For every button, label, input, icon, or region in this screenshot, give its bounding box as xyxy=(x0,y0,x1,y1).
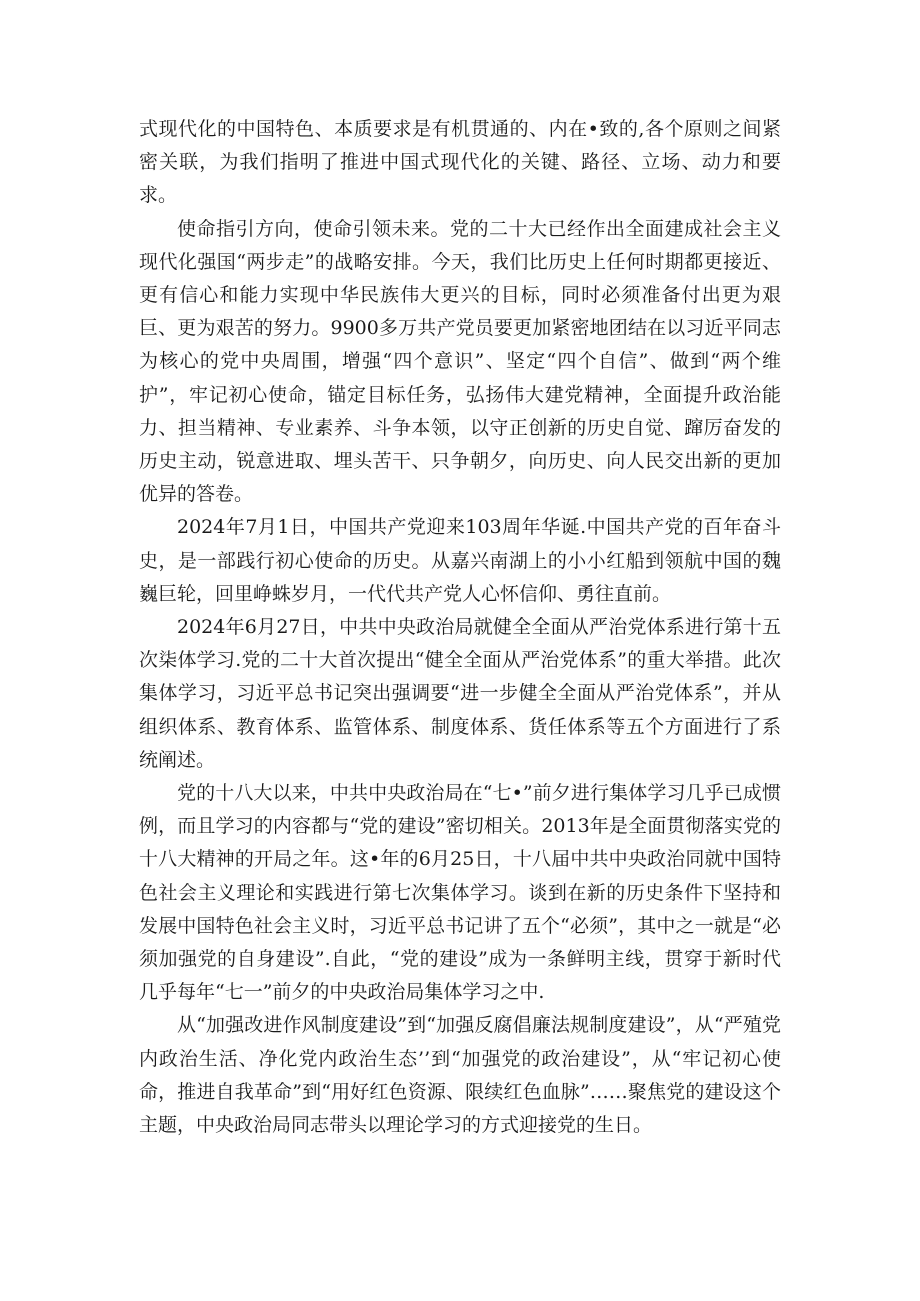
paragraph: 使命指引方向，使命引领未来。党的二十大已经作出全面建成社会主义现代化强国“两步走”的战略安排。今天，我们比历史上任何时期都更接近、更有信心和能力实现中华民族伟大更兴的目标，同时必须准备付出更为艰巨、更为艰苦的努力。9900多万共产党员要更加紧密地团结在以习近平同志为核心的党中央周围，增强“四个意识”、坚定“四个自信”、做到“两个维护”，牢记初心使命，锚定目标任务，弘扬伟大建党精神，全面提升政治能力、担当精神、专业素养、斗争本领，以守正创新的历史自觉、蹿厉奋发的历史主动，锐意进取、埋头苦干、只争朝夕，向历史、向人民交出新的更加优异的答卷。 xyxy=(139,217,781,506)
paragraph: 2024年6月27日，中共中央政治局就健全全面从严治党体系进行第十五次柒体学习.党的二十大首次提出“健全全面从严治党体系”的重大举措。此次集体学习，习近平总书记突出强调要“进一步健全全面从严治党体系”，并从组织体系、教育体系、监管体系、制度体系、货任体系等五个方面进行了系统阐述。 xyxy=(139,616,781,771)
paragraph-continued: 式现代化的中国特色、本质要求是有机贯通的、内在•致的,各个原则之间紧密关联，为我们指明了推进中国式现代化的关键、路径、立场、动力和要求。 xyxy=(139,118,781,207)
paragraph: 2024年7月1日，中国共产党迎来103周年华诞.中国共产党的百年奋斗史，是一部践行初心使命的历史。从嘉兴南湖上的小小红船到领航中国的魏巍巨轮，回里峥蛛岁月，一代代共产党人心怀信仰、勇往直前。 xyxy=(139,516,781,605)
paragraph: 从“加强改进作风制度建设”到“加强反腐倡廉法规制度建设”，从“严殖党内政治生活、净化党内政治生态’’到“加强党的政治建设”，从“牢记初心使命，推进自我革命”到“用好红色资源、限续红色血脉”……聚焦党的建设这个主题，中央政治局同志带头以理论学习的方式迎接党的生日。 xyxy=(139,1014,781,1137)
document-body xyxy=(139,113,781,1142)
paragraph: 党的十八大以来，中共中央政治局在“七•”前夕进行集体学习几乎已成惯例，而且学习的内容都与“党的建设”密切相关。2013年是全面贯彻落实党的十八大精神的开局之年。这•年的6月25日，十八届中共中央政治同就中国特色社会主义理论和实践进行第七次集体学习。谈到在新的历史条件下坚持和发展中国特色社会主义时，习近平总书记讲了五个“必须”，其中之一就是“必须加强党的自身建设”.自此，“党的建设”成为一条鲜明主线，贯穿于新时代几乎每年“七一”前夕的中央政治局集体学习之中. xyxy=(139,782,781,1004)
